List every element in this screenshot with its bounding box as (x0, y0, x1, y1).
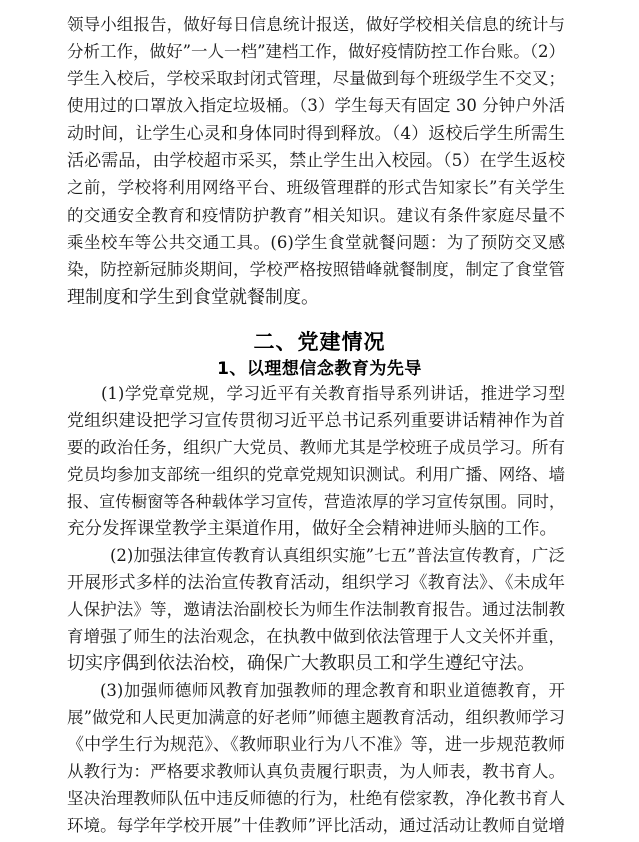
subsection-heading: 1、以理想信念教育为先导 (217, 359, 422, 379)
text-line: 学生入校后，学校采取封闭式管理，尽量做到每个班级学生不交叉； (67, 69, 565, 88)
text-line: 使用过的口罩放入指定垃圾桶。（3）学生每天有固定 30 分钟户外活 (67, 96, 565, 115)
text-line: 切实序偶到依法治校，确保广大教职员工和学生遵纪守法。 (67, 653, 535, 674)
text-line: 染，防控新冠肺炎期间，学校严格按照错峰就餐制度，制定了食堂管 (67, 260, 565, 279)
text-line: 展”做党和人民更加满意的好老师”师德主题教育活动，组织教师学习 (67, 708, 565, 727)
text-line: 人保护法》等，邀请法治副校长为师生作法制教育报告。通过法制教 (67, 600, 565, 619)
text-line: (1)学党章党规，学习近平有关教育指导系列讲话，推进学习型 (101, 384, 565, 403)
text-line: 充分发挥课堂教学主渠道作用，做好全会精神进师头脑的工作。 (67, 519, 557, 539)
text-line: 党员均参加支部统一组织的党章党规知识测试。利用广播、网络、墙 (67, 465, 565, 484)
text-line: 环境。每学年学校开展”十佳教师”评比活动，通过活动让教师自觉增 (67, 816, 565, 835)
text-line: 理制度和学生到食堂就餐制度。 (67, 287, 319, 308)
text-line: 要的政治任务，组织广大党员、教师尤其是学校班子成员学习。所有 (67, 438, 565, 457)
text-line: 坚决治理教师队伍中违反师德的行为，杜绝有偿家教，净化教书育人 (67, 789, 565, 808)
text-line: 活必需品，由学校超市采买，禁止学生出入校园。（5）在学生返校 (67, 151, 565, 171)
text-line: 从教行为：严格要求教师认真负责履行职责，为人师表，教书育人。 (67, 762, 565, 781)
text-line: 动时间，让学生心灵和身体同时得到释放。（4）返校后学生所需生 (67, 124, 565, 144)
section-heading: 二、党建情况 (253, 330, 386, 354)
text-line: 育增强了师生的法治观念，在执教中做到依法管理于人文关怀并重， (67, 627, 565, 646)
text-line: 的交通安全教育和疫情防护教育”相关知识。建议有条件家庭尽量不 (67, 206, 565, 225)
text-line: 开展形式多样的法治宣传教育活动，组织学习《教育法》、《未成年 (67, 573, 565, 593)
text-line: (3)加强师德师风教育加强教师的理念教育和职业道德教育，开 (100, 681, 565, 700)
text-line: 党组织建设把学习宣传贯彻习近平总书记系列重要讲话精神作为首 (67, 411, 565, 431)
text-line: 报、宣传橱窗等各种载体学习宣传，营造浓厚的学习宣传氛围。同时， (67, 492, 565, 511)
text-line: 分析工作，做好”一人一档”建档工作，做好疫情防控工作台账。（2） (67, 42, 565, 61)
text-line: 之前，学校将利用网络平台、班级管理群的形式告知家长”有关学生 (67, 178, 565, 197)
text-line: 领导小组报告，做好每日信息统计报送，做好学校相关信息的统计与 (67, 15, 565, 34)
text-line: (2)加强法律宣传教育认真组织实施”七五”普法宣传教育，广泛 (110, 546, 565, 565)
text-line: 乘坐校车等公共交通工具。(6)学生食堂就餐问题：为了预防交叉感 (67, 233, 565, 252)
text-line: 《中学生行为规范》、《教师职业行为八不准》等，进一步规范教师 (67, 735, 565, 755)
